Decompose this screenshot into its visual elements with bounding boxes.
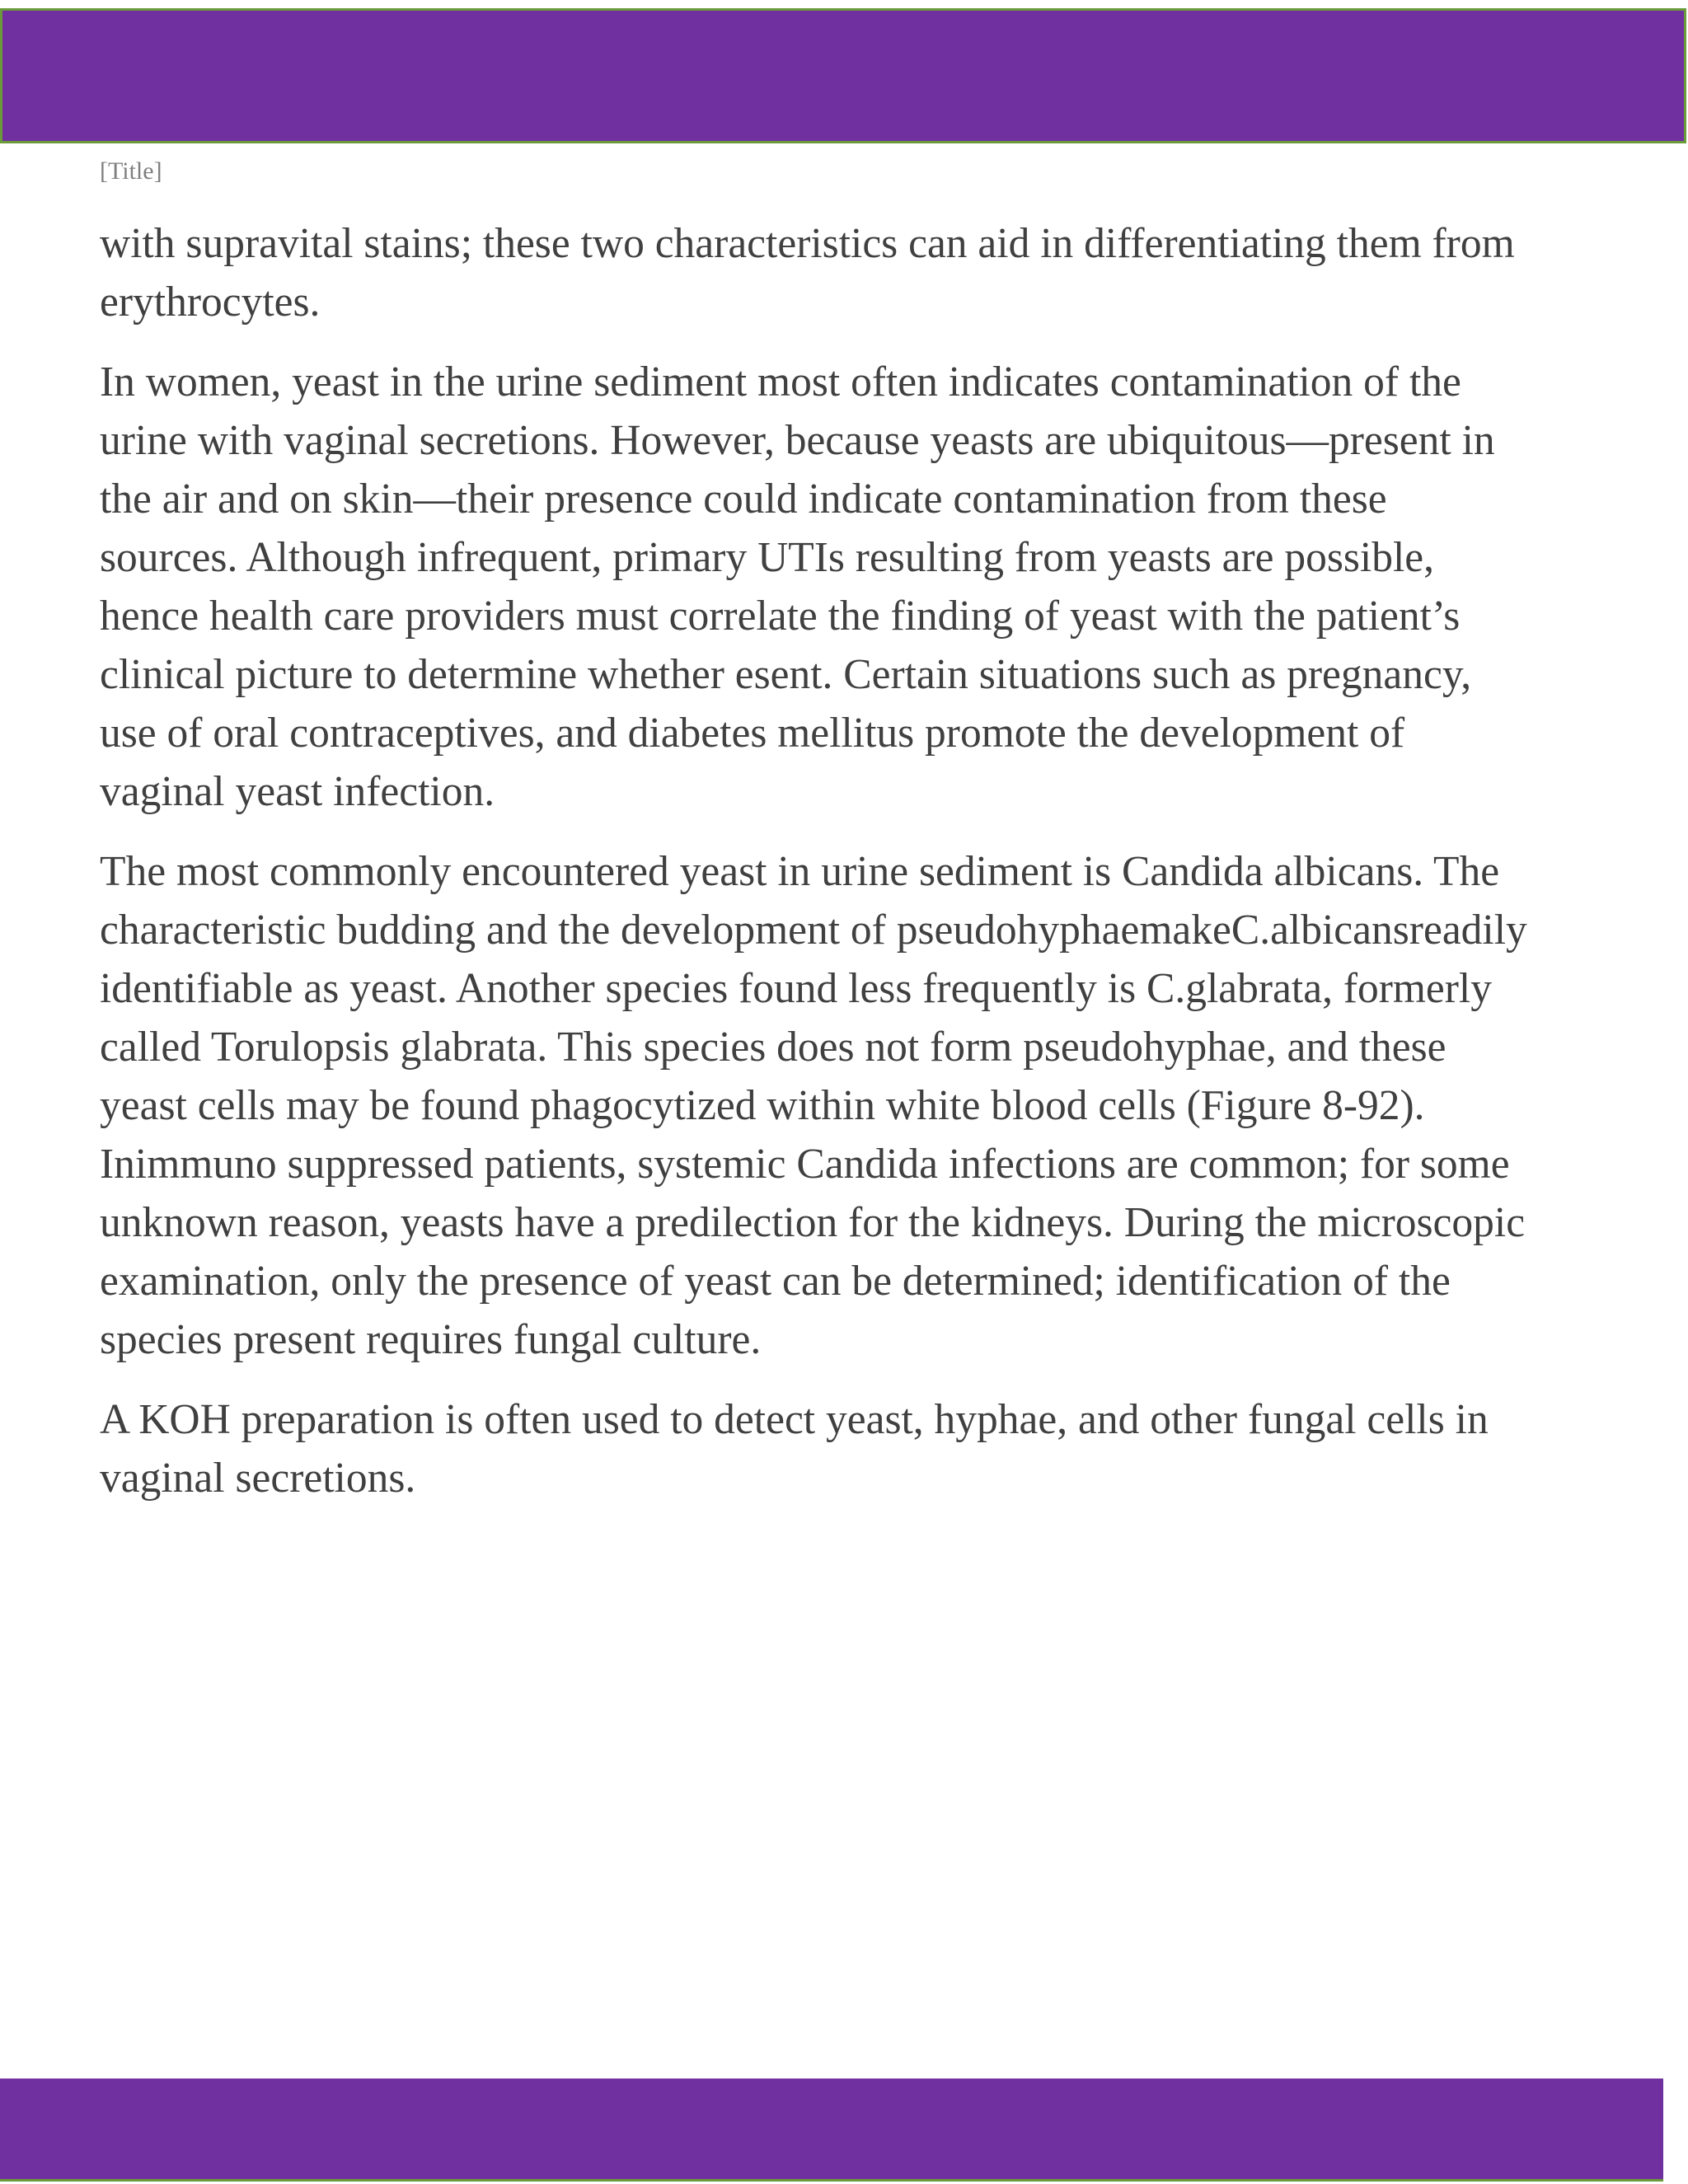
paragraph-1: with supravital stains; these two characteristics can aid in differentiating them from erythrocytes.	[100, 220, 1515, 326]
paragraph-4: A KOH preparation is often used to detect yeast, hyphae, and other fungal cells in vaginal secretions.	[100, 1396, 1489, 1502]
header-band	[0, 8, 1686, 143]
footer-band	[0, 2079, 1663, 2182]
paragraph-2: In women, yeast in the urine sediment most often indicates contamination of the urine with vaginal secretions. However, because yeasts are ubiquitous—present in the air and on skin—their presence could indicate contamination from these sources. Although infrequent, primary UTIs resulting from yeasts are possible, hence health care providers must correlate the finding of yeast with the patient’s clinical picture to determine whether esent. Certain situations such as pregnancy, use of oral contraceptives, and diabetes mellitus promote the development of vaginal yeast infection.	[100, 359, 1495, 815]
document-body	[100, 214, 1608, 1529]
paragraph-3: The most commonly encountered yeast in urine sediment is Candida albicans. The characteristic budding and the development of pseudohyphaemakeC.albicansreadily identifiable as yeast. Another species found less frequently is C.glabrata, formerly called Torulopsis glabrata. This species does not form pseudohyphae, and these yeast cells may be found phagocytized within white blood cells (Figure 8-92). Inimmuno suppressed patients, systemic Candida infections are common; for some unknown reason, yeasts have a predilection for the kidneys. During the microscopic examination, only the presence of yeast can be determined; identification of the species present requires fungal culture.	[100, 848, 1527, 1363]
header-title-placeholder[interactable]: [Title]	[100, 157, 162, 185]
